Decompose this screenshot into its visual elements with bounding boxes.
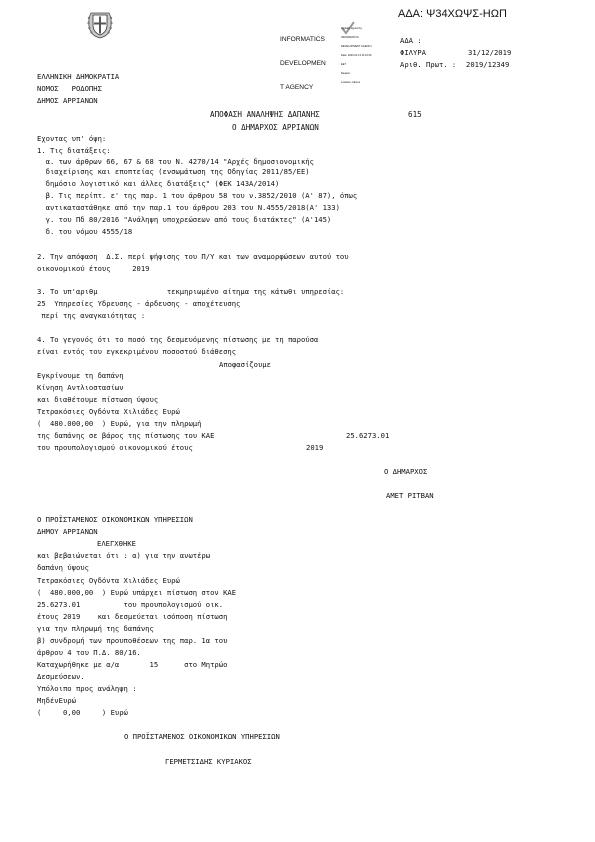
financial-signatory-name: ΓΕΡΜΕΤΣΙΔΗΣ ΚΥΡΙΑΚΟΣ	[165, 757, 252, 766]
financial-heading: ΔΗΜΟΥ ΑΡΡΙΑΝΩΝ	[37, 527, 98, 536]
financial-line: 25.6273.01 του προυπολογισμού οικ.	[37, 600, 224, 609]
issuer-line: ΔΗΜΟΣ ΑΡΡΙΑΝΩΝ	[37, 96, 98, 105]
mayor-name: ΑΜΕΤ ΡΙΤΒΑΝ	[386, 491, 434, 500]
agency-line: T AGENCY	[280, 84, 314, 91]
decision-title: ΑΠΟΦΑΣΗ ΑΝΑΛΗΨΗΣ ΔΑΠΑΝΗΣ	[210, 110, 320, 119]
financial-line: και βεβαιώνεται ότι : α) για την ανωτέρω	[37, 551, 211, 560]
financial-line: άρθρου 4 του Π.Δ. 80/16.	[37, 648, 141, 657]
body-line: β. Τις περίπτ. ε' της παρ. 1 του άρθρου 58 του ν.3852/2010 (Α' 87), όπως	[37, 191, 358, 200]
body-line: 3. Το υπ'αριθμ τεκμηριωμένο αίτημα της κάτωθι υπηρεσίας:	[37, 287, 345, 296]
apofasizoume-heading: Αποφασίζουμε	[219, 360, 271, 369]
body-line: 2. Την απόφαση Δ.Σ. περί ψήφισης του Π/Υ και των αναμορφώσεων αυτού του	[37, 252, 349, 261]
body-line: περί της αναγκαιότητας :	[37, 311, 146, 320]
decision-subtitle: Ο ΔΗΜΑΡΧΟΣ ΑΡΡΙΑΝΩΝ	[232, 123, 319, 132]
financial-line: ( 480.000,00 ) Ευρώ υπάρχει πίστωση στον ΚΑΕ	[37, 588, 237, 597]
financial-line: β) συνδρομή των προυποθέσεων της παρ. 1α του	[37, 636, 228, 645]
body-line: είναι εντός του εγκεκριμένου ποσοστού διάθεσης	[37, 347, 237, 356]
financial-line: για την πληρωμή της δαπάνης	[37, 624, 154, 633]
digital-signature-details: Digitally signed by INFORMATICS DEVELOPMENT AGENCY Date: 2020.01.13 11:16:46 EET Reason: Location: Athens	[341, 27, 373, 84]
body-line: α. των άρθρων 66, 67 & 68 του Ν. 4270/14 "Αρχές δημοσιονομικής	[37, 157, 314, 166]
financial-line: Δεσμεύσεων.	[37, 672, 85, 681]
protocol-label: Αριθ. Πρωτ. :	[400, 60, 457, 69]
greek-state-emblem	[84, 8, 116, 40]
agency-line: INFORMATICS	[280, 36, 325, 43]
financial-line: δαπάνη ύψους	[37, 563, 89, 572]
fiscal-year: 2019	[306, 443, 324, 452]
ada-label: ΑΔΑ :	[400, 36, 422, 45]
agency-name	[280, 20, 326, 100]
agency-line: DEVELOPMEN	[280, 60, 326, 67]
decision-line: Τετρακόσιες Ογδόντα Χιλιάδες Ευρώ	[37, 407, 180, 416]
decision-line: ( 480.000,00 ) Ευρώ, για την πληρωμή	[37, 419, 202, 428]
issuer-line: ΕΛΛΗΝΙΚΗ ΔΗΜΟΚΡΑΤΙΑ	[37, 72, 120, 81]
body-line: 4. Το γεγονός ότι το ποσό της δεσμευόμενης πίστωσης με τη παρούσα	[37, 335, 319, 344]
body-line: διαχείρισης και εποπτείας (ενσωμάτωση της Οδηγίας 2011/85/ΕΕ)	[37, 167, 310, 176]
protocol-number: 2019/12349	[466, 60, 510, 69]
financial-signatory-title: Ο ΠΡΟΪΣΤΑΜΕΝΟΣ ΟΙΚΟΝΟΜΙΚΩΝ ΥΠΗΡΕΣΙΩΝ	[124, 732, 280, 741]
document-date: 31/12/2019	[468, 48, 512, 57]
body-line: δημόσιο λογιστικό και άλλες διατάξεις" (ΦΕΚ 143Α/2014)	[37, 179, 280, 188]
decision-line: Κίνηση Αντλιοστασίων	[37, 383, 124, 392]
filyra-label: ΦΙΛΥΡΑ	[400, 48, 426, 57]
financial-line: ΜηδένΕυρώ	[37, 696, 76, 705]
financial-line: Καταχωρήθηκε με α/α 15 στο Μητρώο	[37, 660, 228, 669]
mayor-title: Ο ΔΗΜΑΡΧΟΣ	[384, 467, 428, 476]
body-line: δ. του νόμου 4555/18	[37, 227, 133, 236]
decision-line: και διαθέτουμε πίστωση ύψους	[37, 395, 159, 404]
ada-code: ΑΔΑ: Ψ34ΧΩΨΣ-ΗΩΠ	[398, 8, 507, 20]
financial-line: Τετρακόσιες Ογδόντα Χιλιάδες Ευρώ	[37, 576, 180, 585]
decision-line: της δαπάνης σε βάρος της πίστωσης του ΚΑΕ	[37, 431, 215, 440]
body-line: οικονομικού έτους 2019	[37, 264, 150, 273]
kae-code: 25.6273.01	[346, 431, 390, 440]
financial-heading: Ο ΠΡΟΪΣΤΑΜΕΝΟΣ ΟΙΚΟΝΟΜΙΚΩΝ ΥΠΗΡΕΣΙΩΝ	[37, 515, 193, 524]
body-line: γ. του Πδ 80/2016 "Ανάληψη υποχρεώσεων από τους διατάκτες" (Α'145)	[37, 215, 332, 224]
decision-number: 615	[408, 110, 422, 119]
checked-label: ΕΛΕΓΧΘΗΚΕ	[97, 539, 136, 548]
financial-line: ( 0,00 ) Ευρώ	[37, 708, 128, 717]
decision-line: Εγκρίνουμε τη δαπάνη	[37, 371, 124, 380]
body-line: αντικαταστάθηκε από την παρ.1 του άρθρου 203 του Ν.4555/2018(Α' 133)	[37, 203, 340, 212]
issuer-line: ΝΟΜΟΣ ΡΟΔΟΠΗΣ	[37, 84, 102, 93]
financial-line: έτους 2019 και δεσμεύεται ισόποση πίστωση	[37, 612, 228, 621]
decision-line: του προυπολογισμού οικονομικού έτους	[37, 443, 193, 452]
body-line: 1. Τις διατάξεις:	[37, 146, 111, 155]
financial-line: Υπόλοιπο προς ανάληψη :	[37, 684, 137, 693]
body-line: Εχοντας υπ' όψη:	[37, 134, 107, 143]
body-line: 25 Υπηρεσίες Υδρευσης - άρδευσης - αποχέτευσης	[37, 299, 241, 308]
